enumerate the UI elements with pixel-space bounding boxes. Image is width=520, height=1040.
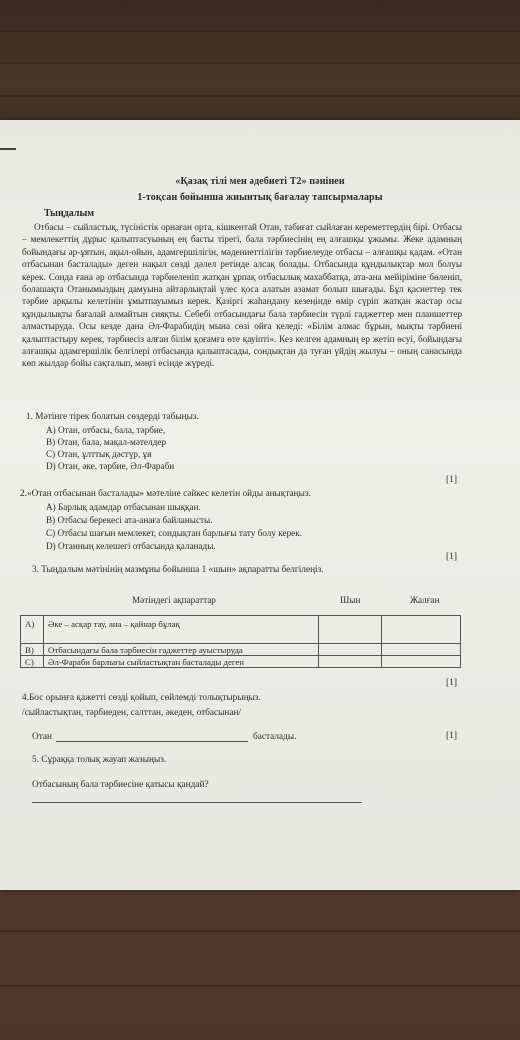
question-5: 5. Сұраққа толық жауап жазыңыз. — [32, 755, 167, 765]
column-true-header: Шын — [340, 595, 361, 605]
q2-mark: [1] — [446, 552, 458, 562]
q4-mark: [1] — [446, 731, 458, 741]
false-cell[interactable] — [382, 656, 461, 668]
doc-subtitle: 1-тоқсан бойынша жиынтық бағалау тапсырмалары — [137, 192, 383, 203]
q5-answer-line[interactable] — [32, 802, 362, 803]
row-label: B) — [21, 644, 44, 656]
q1-option-a: A) Отан, отбасы, бала, тәрбие, — [46, 425, 166, 435]
q4-sentence-start: Отан — [32, 732, 52, 742]
question-3: 3. Тыңдалым мәтінінің мазмұны бойынша 1 «шын» ақпаратты белгілеңіз. — [32, 565, 324, 575]
true-cell[interactable] — [319, 656, 382, 668]
q5-question: Отбасының бала тәрбиесіне қатысы қандай? — [32, 780, 209, 790]
false-cell[interactable] — [382, 616, 461, 644]
section-heading: Тыңдалым — [44, 208, 95, 219]
row-text: Отбасындағы бала тәрбиесін гаджеттер ауыстыруда — [44, 644, 319, 656]
q1-option-c: C) Отан, ұлттық дәстүр, ұя — [46, 449, 152, 459]
true-cell[interactable] — [319, 644, 382, 656]
column-false-header: Жалған — [410, 595, 440, 605]
question-1: 1. Мәтінге тірек болатын сөздерді табыңыз. — [26, 412, 199, 422]
question-2: 2.«Отан отбасынан басталады» мәтеліне сәйкес келетін ойды анықтаңыз. — [20, 489, 311, 499]
q2-option-a: A) Барлық адамдар отбасынан шыққан. — [46, 502, 201, 512]
q1-option-d: D) Отан, әке, тәрбие, Әл-Фараби — [46, 461, 175, 471]
q2-option-c: C) Отбасы шағын мемлекет, сондықтан барлығы тату болу керек. — [46, 528, 302, 538]
q1-option-b: B) Отан, бала, мақал-мәтелдер — [46, 437, 166, 447]
row-text: Әке – асқар тау, ана – қайнар бұлақ — [44, 616, 319, 644]
column-info-header: Мәтіндегі ақпараттар — [132, 595, 216, 605]
row-label: A) — [21, 616, 44, 644]
q2-option-d: D) Отанның келешегі отбасында қаланады. — [46, 541, 216, 551]
true-cell[interactable] — [319, 616, 382, 644]
table-row — [21, 656, 461, 668]
q1-mark: [1] — [446, 475, 458, 485]
q4-word-list: /сыйластықтан, тәрбиеден, салттан, әкеден, отбасынан/ — [22, 708, 242, 718]
q4-sentence-end: басталады. — [253, 732, 297, 742]
table-row — [21, 616, 461, 644]
q3-mark: [1] — [446, 678, 458, 688]
listening-text: Отбасы – сыйластық, түсіністік орнаған орта, кішкентай Отан, табиғат сыйлаған кереметтердің бірі. Отбасы – мемлекеттің дұрыс қалыптасуының ең басты тірегі, бала тәрбиесінің ең алғашқы ұжымы. Жеке адамның бойындағы ар-ұятын, ақыл-ойын, адамгершілігін, мәдениеттілігін тәрбиелеуде отбасы – алғашқы қадам. «Отан отбасынан басталады» деген нақыл сөзді дәлел ретінде алсақ болады. Отбасында құндылықтар мол болуы керек. Сонда ғана әр отбасында тәрбиеленіп жатқан ұрпақ отбасылық махаббатқа, ата-ана мейіріміне бөленіп, болашақта Отанымыздың дамуына айтарлықтай үлес қоса алатын азамат болып шығады. Бұл қасиеттер тек тәрбие арқылы келетінін ұмытпауымыз керек. Қазіргі жаһандану кезеңінде өмір сүріп жатқан жастар осы құндылықты бағалай алмайтын сияқты. Себебі отбасындағы бала тәрбиесін түрлі гаджеттер мен планшеттер алмастыруда. Осы кезде дана Әл-Фарабидің мына сөзі ойға келеді: «Білім алмас бұрын, мықты тәрбиені қалыптастыру керек, тәрбиесіз алған білім қоғамға өте қауіпті». Кез келген адамның ер жетіп өсуі, бойындағы алғашқы адамгершілік белгілері отбасында қалыптасады, сондықтан да туған үйдің жылуы – оның санасында көп жылдар бойы сақталып, мәңгі есінде жүреді. — [22, 222, 462, 369]
row-text: Әл-Фараби барлығы сыйластықтан басталады деген — [44, 656, 319, 668]
false-cell[interactable] — [382, 644, 461, 656]
question-4: 4.Бос орынға қажетті сөзді қойып, сөйлемді толықтырыңыз. — [22, 693, 261, 703]
table-row — [21, 644, 461, 656]
q4-blank-field[interactable] — [56, 741, 248, 742]
q2-option-b: B) Отбасы берекесі ата-анаға байланысты. — [46, 515, 213, 525]
pin-mark — [0, 148, 16, 150]
doc-title: «Қазақ тілі мен әдебиеті Т2» пәнінен — [175, 176, 345, 187]
true-false-table — [20, 615, 461, 668]
row-label: C) — [21, 656, 44, 668]
